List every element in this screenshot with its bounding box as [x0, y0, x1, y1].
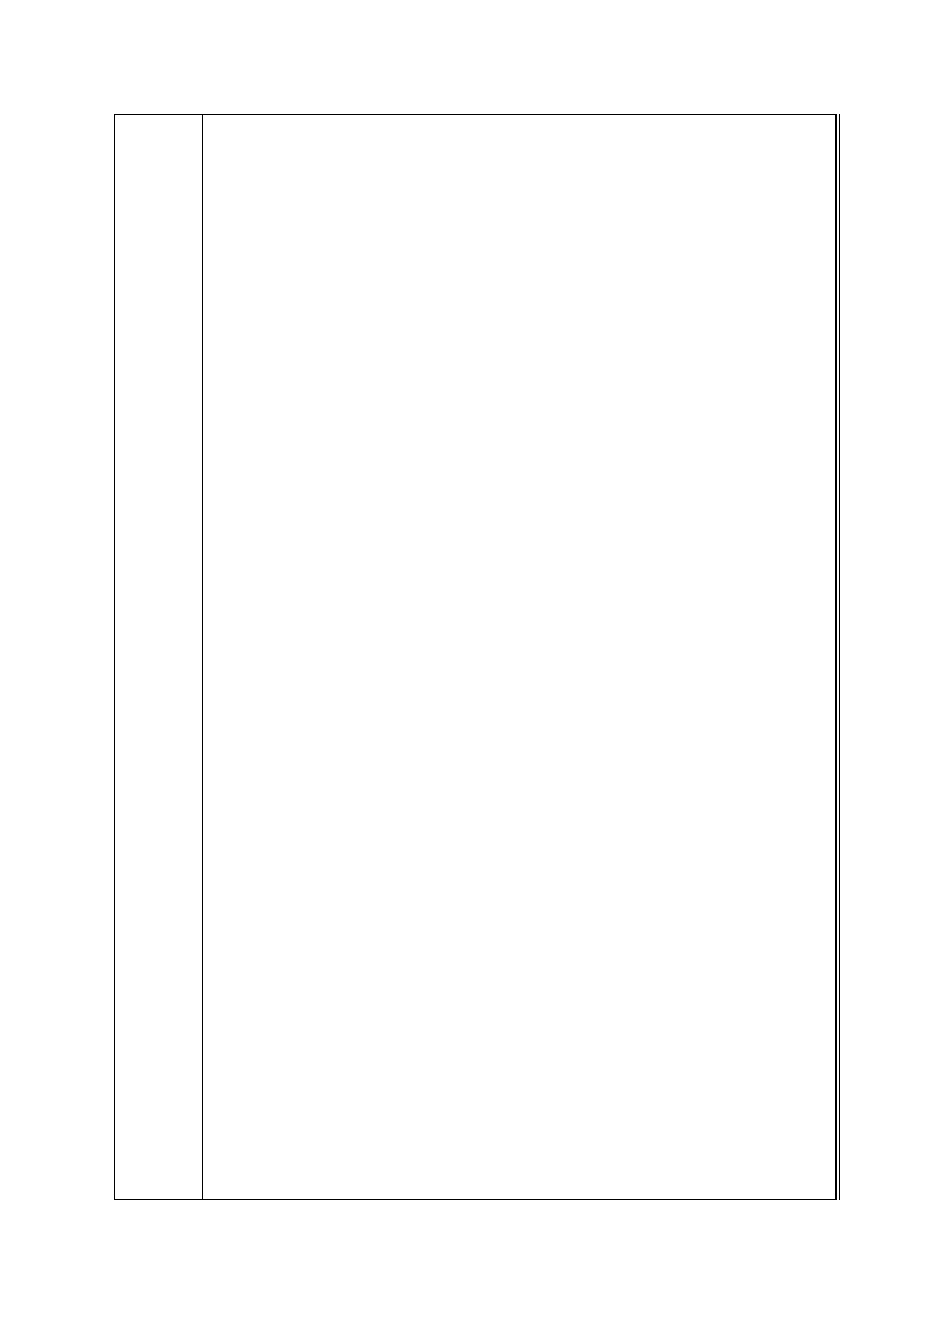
content-table [114, 114, 836, 1200]
table-left-column [115, 115, 203, 1199]
